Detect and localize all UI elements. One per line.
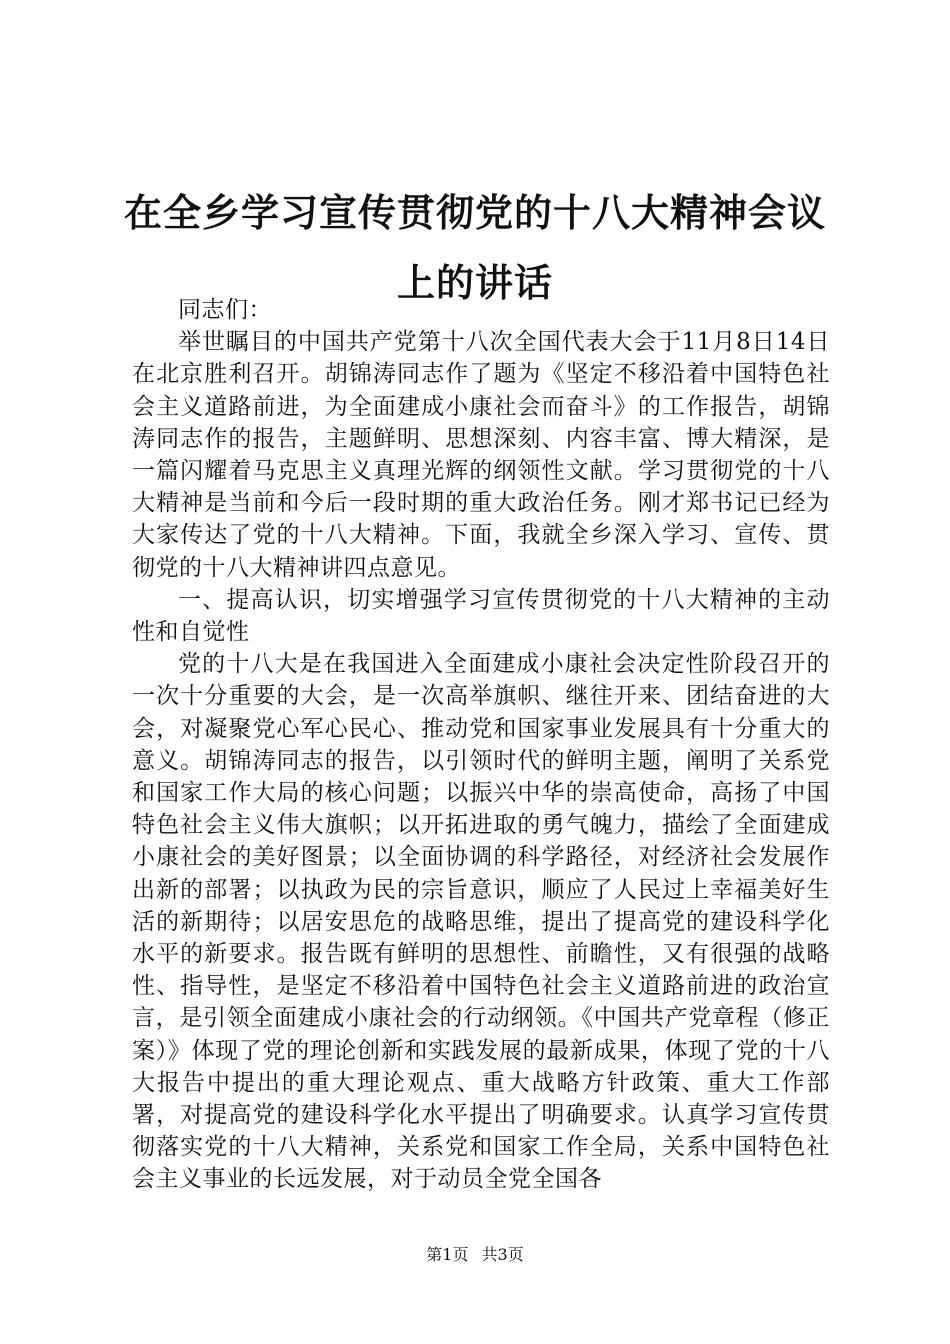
- intro-paragraph: 举世瞩目的中国共产党第十八次全国代表大会于11月8日14日在北京胜利召开。胡锦涛同志作了题为《坚定不移沿着中国特色社会主义道路前进，为全面建成小康社会而奋斗》的工作报告，胡锦涛同志作的报告，主题鲜明、思想深刻、内容丰富、博大精深，是一篇闪耀着马克思主义真理光辉的纲领性文献。学习贯彻党的十八大精神是当前和今后一段时期的重大政治任务。刚才郑书记已经为大家传达了党的十八大精神。下面，我就全乡深入学习、宣传、贯彻党的十八大精神讲四点意见。: [132, 329, 830, 581]
- page-total: 共3页: [481, 1245, 524, 1264]
- salutation-paragraph: 同志们：: [178, 297, 272, 323]
- document-body: [132, 294, 830, 1196]
- document-title: 在全乡学习宣传贯彻党的十八大精神会议上的讲话: [123, 190, 826, 305]
- page-footer: [0, 1243, 950, 1267]
- page-number: 第1页: [426, 1245, 469, 1264]
- section-paragraph: 党的十八大是在我国进入全面建成小康社会决定性阶段召开的一次十分重要的大会，是一次高举旗帜、继往开来、团结奋进的大会，对凝聚党心军心民心、推动党和国家事业发展具有十分重大的意义。胡锦涛同志的报告，以引领时代的鲜明主题，阐明了关系党和国家工作大局的核心问题；以振兴中华的崇高使命，高扬了中国特色社会主义伟大旗帜；以开拓进取的勇气魄力，描绘了全面建成小康社会的美好图景；以全面协调的科学路径，对经济社会发展作出新的部署；以执政为民的宗旨意识，顺应了人民过上幸福美好生活的新期待；以居安思危的战略思维，提出了提高党的建设科学化水平的新要求。报告既有鲜明的思想性、前瞻性，又有很强的战略性、指导性，是坚定不移沿着中国特色社会主义道路前进的政治宣言，是引领全面建成小康社会的行动纲领。《中国共产党章程（修正案）》体现了党的理论创新和实践发展的最新成果，体现了党的十八大报告中提出的重大理论观点、重大战略方针政策、重大工作部署，对提高党的建设科学化水平提出了明确要求。认真学习宣传贯彻落实党的十八大精神，关系党和国家工作全局，关系中国特色社会主义事业的长远发展，对于动员全党全国各: [132, 651, 830, 1193]
- section-heading: 一、提高认识，切实增强学习宣传贯彻党的十八大精神的主动性和自觉性: [132, 586, 830, 646]
